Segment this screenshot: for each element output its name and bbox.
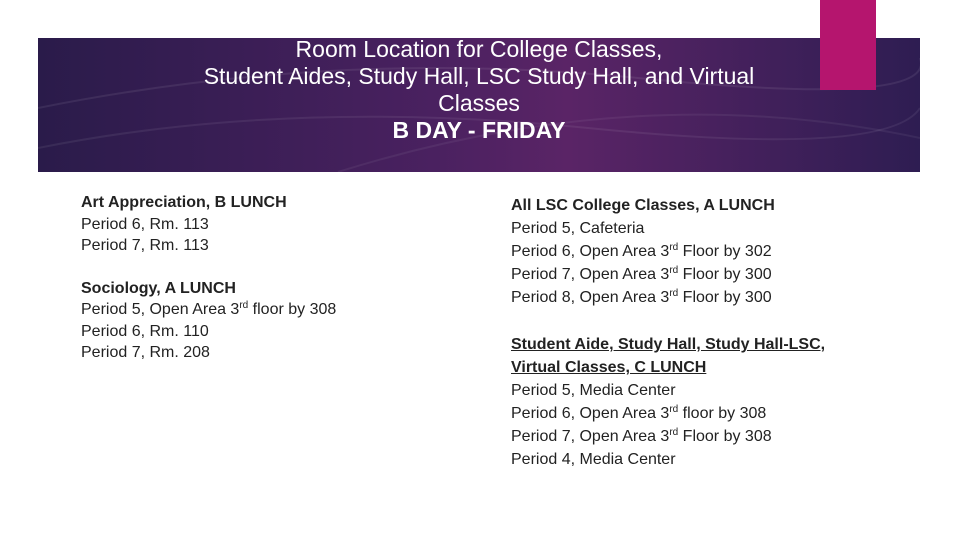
lsc-period-5: Period 5, Cafeteria bbox=[511, 220, 645, 237]
title-day: B DAY - FRIDAY bbox=[392, 117, 566, 143]
aide-heading-line-1: Student Aide, Study Hall, Study Hall-LSC, bbox=[511, 336, 826, 353]
slide-title bbox=[38, 36, 920, 144]
aide-period-5: Period 5, Media Center bbox=[511, 382, 676, 399]
aide-period-6: Period 6, Open Area 3rd floor by 308 bbox=[511, 404, 767, 422]
aide-period-4: Period 4, Media Center bbox=[511, 451, 676, 468]
right-column bbox=[511, 194, 911, 471]
aide-heading-line-2: Virtual Classes, C LUNCH bbox=[511, 359, 707, 376]
lsc-heading: All LSC College Classes, A LUNCH bbox=[511, 197, 775, 214]
sociology-period-6: Period 6, Rm. 110 bbox=[81, 322, 209, 340]
art-heading: Art Appreciation, B LUNCH bbox=[81, 194, 287, 211]
aide-period-7: Period 7, Open Area 3rd Floor by 308 bbox=[511, 427, 772, 445]
sociology-period-5: Period 5, Open Area 3rd floor by 308 bbox=[81, 300, 337, 318]
art-period-6: Period 6, Rm. 113 bbox=[81, 215, 209, 233]
title-line-3: Classes bbox=[438, 90, 520, 116]
lsc-period-6: Period 6, Open Area 3rd Floor by 302 bbox=[511, 242, 772, 260]
left-column bbox=[81, 192, 421, 364]
title-line-1: Room Location for College Classes, bbox=[295, 36, 663, 62]
sociology-heading: Sociology, A LUNCH bbox=[81, 279, 236, 297]
sociology-period-7: Period 7, Rm. 208 bbox=[81, 344, 210, 361]
lsc-period-8: Period 8, Open Area 3rd Floor by 300 bbox=[511, 288, 772, 306]
lsc-period-7: Period 7, Open Area 3rd Floor by 300 bbox=[511, 265, 772, 283]
title-line-2: Student Aides, Study Hall, LSC Study Hall, and Virtual bbox=[203, 63, 755, 89]
art-period-7: Period 7, Rm. 113 bbox=[81, 237, 209, 254]
